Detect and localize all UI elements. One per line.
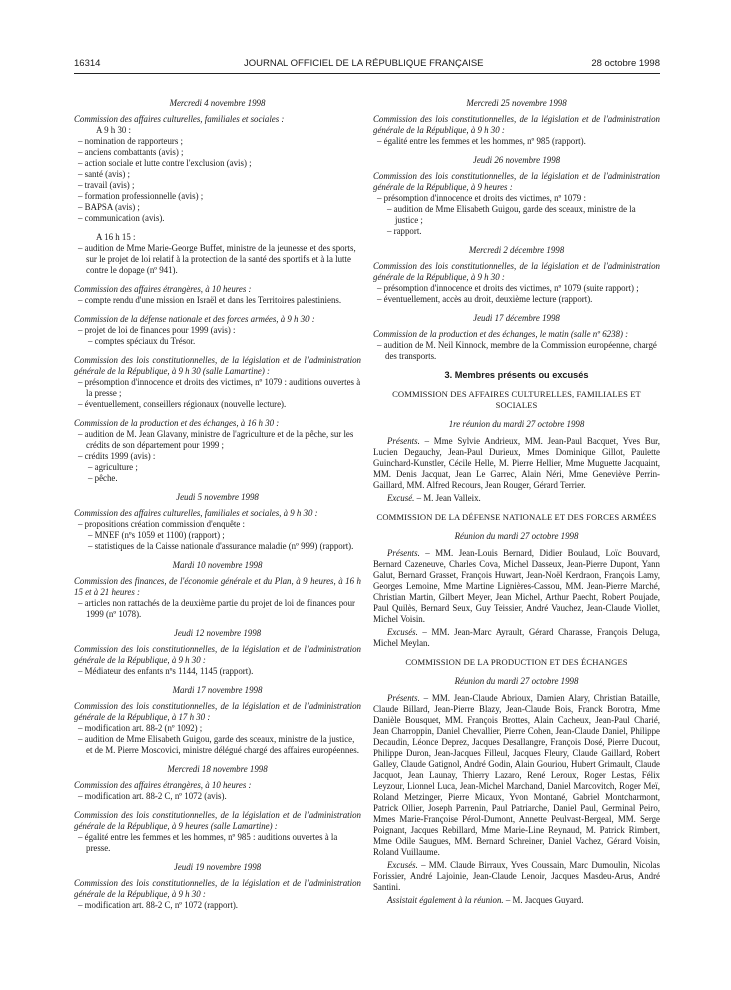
attendance-paragraph (373, 860, 660, 893)
commission-name: Commission des lois constitutionnelles, de la législation et de l'administration générale de la République, à 9 h 30 : (373, 261, 660, 282)
agenda-item: – modification art. 88-2 C, nº 1072 (avis). (78, 791, 227, 801)
agenda-block (74, 508, 361, 552)
day-heading: Mercredi 4 novembre 1998 (169, 98, 266, 108)
issue-date: 28 octobre 1998 (591, 58, 660, 69)
attendance-paragraph (373, 627, 660, 649)
attendance-label: Présents. (387, 436, 420, 446)
agenda-subitem: – MNEF (nºs 1059 et 1100) (rapport) ; (88, 530, 225, 540)
commission-title: COMMISSION DE LA DÉFENSE NATIONALE ET DES FORCES ARMÉES (376, 512, 657, 522)
agenda-item: – audition de Mme Elisabeth Guigou, garde des sceaux, ministre de la justice, et de M. Pierre Moscovici, ministre délégué chargé des affaires européennes. (78, 734, 359, 755)
meeting-date: Réunion du mardi 27 octobre 1998 (454, 676, 579, 686)
day-heading: Mercredi 2 décembre 1998 (468, 245, 565, 255)
attendance-paragraph (373, 548, 660, 625)
day-heading: Jeudi 5 novembre 1998 (176, 492, 259, 502)
left-column (74, 98, 361, 919)
agenda-item: – compte rendu d'une mission en Israël et dans les Territoires palestiniens. (78, 295, 342, 305)
day-heading: Mardi 17 novembre 1998 (172, 685, 263, 695)
agenda-item: – égalité entre les femmes et les hommes, nº 985 : auditions ouvertes à la presse. (78, 832, 338, 853)
commission-name: Commission des lois constitutionnelles, de la législation et de l'administration générale de la République, à 9 h 30 : (373, 114, 660, 135)
agenda-block (74, 878, 361, 911)
agenda-block (74, 418, 361, 484)
agenda-block (74, 114, 361, 224)
page-header (74, 58, 660, 72)
agenda-item: – éventuellement, accès au droit, deuxième lecture (rapport). (377, 294, 593, 304)
commission-attendance (373, 389, 660, 504)
agenda-item: – audition de M. Neil Kinnock, membre de la Commission européenne, chargé des transports. (377, 340, 657, 361)
attendance-names: – MM. Jean-Louis Bernard, Didier Boulaud, Loïc Bouvard, Bernard Cazeneuve, Charles Cova, Michel Dasseux, Jean-Pierre Dupont, Yann Galut, Bernard Grasset, François Huwart, Jean-Noël Kerdraon, François Lamy, Georges Lemoine, Mme Martine Lignières-Cassou, MM. Jean-Pierre Marché, Christian Martin, Gilbert Meyer, Jean Michel, Arthur Paecht, Robert Poujade, Paul Quilès, Bernard Seux, Guy Teissier, André Vauchez, Jean-Claude Viollet, Michel Voisin. (373, 548, 660, 624)
day-heading: Mercredi 18 novembre 1998 (167, 764, 268, 774)
commission-name: Commission de la défense nationale et des forces armées, à 9 h 30 : (74, 314, 315, 324)
agenda-item: – égalité entre les femmes et les hommes, nº 985 (rapport). (377, 136, 586, 146)
agenda-item: – présomption d'innocence et droits des victimes, nº 1079 : (377, 193, 586, 203)
commission-title: COMMISSION DES AFFAIRES CULTURELLES, FAMILIALES ET SOCIALES (392, 389, 641, 410)
commission-name: Commission des lois constitutionnelles, de la législation et de l'administration générale de la République, à 9 heures : (373, 171, 660, 192)
day-heading: Mercredi 25 novembre 1998 (466, 98, 567, 108)
agenda-item: – modification art. 88-2 (nº 1092) ; (78, 723, 203, 733)
attendance-names: – MM. Claude Birraux, Yves Coussain, Marc Dumoulin, Nicolas Forissier, André Lajoinie, Jean-Claude Lenoir, Jacques Masdeu-Arus, André Santini. (373, 860, 660, 892)
attendance-paragraph (373, 436, 660, 491)
commission-name: Commission des lois constitutionnelles, de la législation et de l'administration générale de la République, à 9 h 30 (salle Lamartine) : (74, 355, 361, 376)
attendance-names: – M. Jean Valleix. (414, 493, 481, 503)
members-list (373, 389, 660, 906)
attendance-label: Excusés. (387, 860, 418, 870)
agenda-item: – action sociale et lutte contre l'exclusion (avis) ; (78, 158, 252, 168)
commission-attendance (373, 512, 660, 649)
agenda-block (74, 701, 361, 756)
agenda-subitem: – audition de Mme Elisabeth Guigou, garde des sceaux, ministre de la justice ; (387, 204, 636, 225)
attendance-label: Présents. (387, 548, 420, 558)
commission-name: Commission des lois constitutionnelles, de la législation et de l'administration générale de la République, à 9 heures (salle Lamartine) : (74, 810, 361, 831)
agenda-subitem: – rapport. (387, 226, 422, 236)
agenda-item: – BAPSA (avis) ; (78, 202, 140, 212)
agenda-block (74, 355, 361, 410)
agenda-block (74, 780, 361, 802)
attendance-label: Assistait également à la réunion. (387, 895, 504, 905)
agenda-item: – audition de M. Jean Glavany, ministre de l'agriculture et de la pêche, sur les crédits de son département pour 1999 ; (78, 429, 354, 450)
right-column (373, 98, 660, 914)
agenda-subitem: – agriculture ; (88, 462, 138, 472)
commission-name: Commission des lois constitutionnelles, de la législation et de l'administration générale de la République, à 17 h 30 : (74, 701, 361, 722)
commission-attendance (373, 657, 660, 906)
section-title: 3. Membres présents ou excusés (444, 370, 589, 380)
day-heading: Jeudi 12 novembre 1998 (173, 628, 262, 638)
meeting-date: Réunion du mardi 27 octobre 1998 (454, 531, 579, 541)
page-number: 16314 (74, 58, 101, 69)
agenda-block (74, 314, 361, 347)
commission-name: Commission des affaires étrangères, à 10 heures : (74, 780, 252, 790)
agenda-block (373, 261, 660, 305)
agenda-block (373, 329, 660, 362)
attendance-paragraph (373, 493, 660, 504)
day-heading: Mardi 10 novembre 1998 (172, 560, 263, 570)
agenda-item: – anciens combattants (avis) ; (78, 147, 184, 157)
agenda-block (74, 576, 361, 620)
agenda-item: – éventuellement, conseillers régionaux (nouvelle lecture). (78, 399, 287, 409)
attendance-label: Excusé. (387, 493, 415, 503)
agenda-block (74, 810, 361, 854)
attendance-names: – MM. Jean-Marc Ayrault, Gérard Charasse, François Deluga, Michel Meylan. (373, 627, 660, 648)
commission-name: Commission des affaires étrangères, à 10 heures : (74, 284, 252, 294)
commission-title: COMMISSION DE LA PRODUCTION ET DES ÉCHANGES (405, 657, 628, 667)
day-heading: Jeudi 17 décembre 1998 (473, 313, 560, 323)
commission-name: Commission des affaires culturelles, familiales et sociales, à 9 h 30 : (74, 508, 318, 518)
agenda-item: – travail (avis) ; (78, 180, 135, 190)
commission-name: Commission des lois constitutionnelles, de la législation et de l'administration générale de la République, à 9 h 30 : (74, 878, 361, 899)
attendance-names: – Mme Sylvie Andrieux, MM. Jean-Paul Bacquet, Yves Bur, Lucien Degauchy, Jean-Paul Durieux, Mmes Dominique Gillot, Paulette Guinchard-Kunstler, Cécile Helle, M. Pierre Hellier, Mme Muguette Jacquaint, MM. Denis Jacquat, Jean Le Garrec, Alain Néri, Mme Geneviève Perrin-Gaillard, MM. Alfred Recours, Jean Rouger, Gérard Terrier. (373, 436, 660, 490)
agenda-item: – formation professionnelle (avis) ; (78, 191, 204, 201)
day-heading: Jeudi 19 novembre 1998 (173, 862, 262, 872)
commission-name: Commission des finances, de l'économie générale et du Plan, à 9 heures, à 16 h 15 et à 21 heures : (74, 576, 361, 597)
agenda-item: – articles non rattachés de la deuxième partie du projet de loi de finances pour 1999 (nº 1078). (78, 598, 355, 619)
agenda-block (373, 171, 660, 237)
agenda-block (373, 114, 660, 147)
agenda-block (74, 284, 361, 306)
commission-name: Commission de la production et des échanges, le matin (salle nº 6238) : (373, 329, 629, 339)
agenda-item: – audition de Mme Marie-George Buffet, ministre de la jeunesse et des sports, sur le projet de loi relatif à la protection de la santé des sportifs et à la lutte contre le dopage (nº 941). (78, 243, 356, 275)
agenda-item: – présomption d'innocence et droits des victimes, nº 1079 : auditions ouvertes à la presse ; (78, 377, 361, 398)
meeting-date: 1re réunion du mardi 27 octobre 1998 (448, 419, 585, 429)
attendance-names: – MM. Jean-Claude Abrioux, Damien Alary, Christian Bataille, Claude Billard, Jean-Pierre Blazy, Jean-Claude Bois, Franck Borotra, Mme Danièle Bousquet, MM. François Brottes, Alain Cacheux, Jean-Paul Charié, Jean Charroppin, Daniel Chevallier, Pierre Cohen, Jean-Claude Daniel, Philippe Decaudin, Léonce Deprez, Jacques Desallangre, François Dosé, Pierre Ducout, Philippe Duron, Jean-Jacques Filleul, Jacques Fleury, Claude Gaillard, Robert Galley, Claude Gatignol, André Godin, Alain Gouriou, Hubert Grimault, Claude Jacquot, Jean Launay, Thierry Lazaro, René Leroux, Roger Lestas, Félix Leyzour, Lionnel Luca, Jean-Michel Marchand, Daniel Marcovitch, Roger Meï, Roland Metzinger, Pierre Micaux, Yvon Montané, Gabriel Montcharmont, Patrick Ollier, Joseph Parrenin, Paul Patriarche, Daniel Paul, Germinal Peiro, Mmes Marie-Françoise Pérol-Dumont, Annette Peulvast-Bergeal, MM. Serge Poignant, Jacques Rebillard, Mme Marie-Line Reynaud, M. Patrick Rimbert, Mme Odile Saugues, MM. Bernard Schreiner, Daniel Vachez, Gérard Voisin, Roland Vuillaume. (373, 693, 660, 857)
agenda-item: – communication (avis). (78, 213, 165, 223)
agenda-subitem: – pêche. (88, 473, 118, 483)
session-time: A 16 h 15 : (96, 232, 136, 242)
session-time: A 9 h 30 : (96, 125, 132, 135)
attendance-paragraph (373, 693, 660, 858)
agenda-item: – présomption d'innocence et droits des victimes, nº 1079 (suite rapport) ; (377, 283, 639, 293)
agenda-block (74, 644, 361, 677)
attendance-paragraph (373, 895, 660, 906)
agenda-item: – nomination de rapporteurs ; (78, 136, 183, 146)
agenda-subitem: – comptes spéciaux du Trésor. (88, 336, 196, 346)
agenda-subitem: – statistiques de la Caisse nationale d'assurance maladie (nº 999) (rapport). (88, 541, 354, 551)
header-rule (74, 73, 660, 74)
commission-name: Commission des lois constitutionnelles, de la législation et de l'administration générale de la République, à 9 h 30 : (74, 644, 361, 665)
agenda-item: – Médiateur des enfants nºs 1144, 1145 (rapport). (78, 666, 254, 676)
attendance-label: Excusés. (387, 627, 418, 637)
journal-title: JOURNAL OFFICIEL DE LA RÉPUBLIQUE FRANÇAISE (244, 58, 484, 69)
day-heading: Jeudi 26 novembre 1998 (472, 155, 561, 165)
agenda-item: – santé (avis) ; (78, 169, 131, 179)
agenda-item: – propositions création commission d'enquête : (78, 519, 245, 529)
attendance-names: – M. Jacques Guyard. (503, 895, 584, 905)
commission-name: Commission de la production et des échanges, à 16 h 30 : (74, 418, 280, 428)
commission-name: Commission des affaires culturelles, familiales et sociales : (74, 114, 285, 124)
agenda-continued (373, 98, 660, 362)
agenda-item: – crédits 1999 (avis) : (78, 451, 156, 461)
attendance-label: Présents. (387, 693, 420, 703)
agenda-item: – projet de loi de finances pour 1999 (avis) : (78, 325, 236, 335)
agenda-item: – modification art. 88-2 C, nº 1072 (rapport). (78, 900, 239, 910)
agenda-block (74, 232, 361, 276)
